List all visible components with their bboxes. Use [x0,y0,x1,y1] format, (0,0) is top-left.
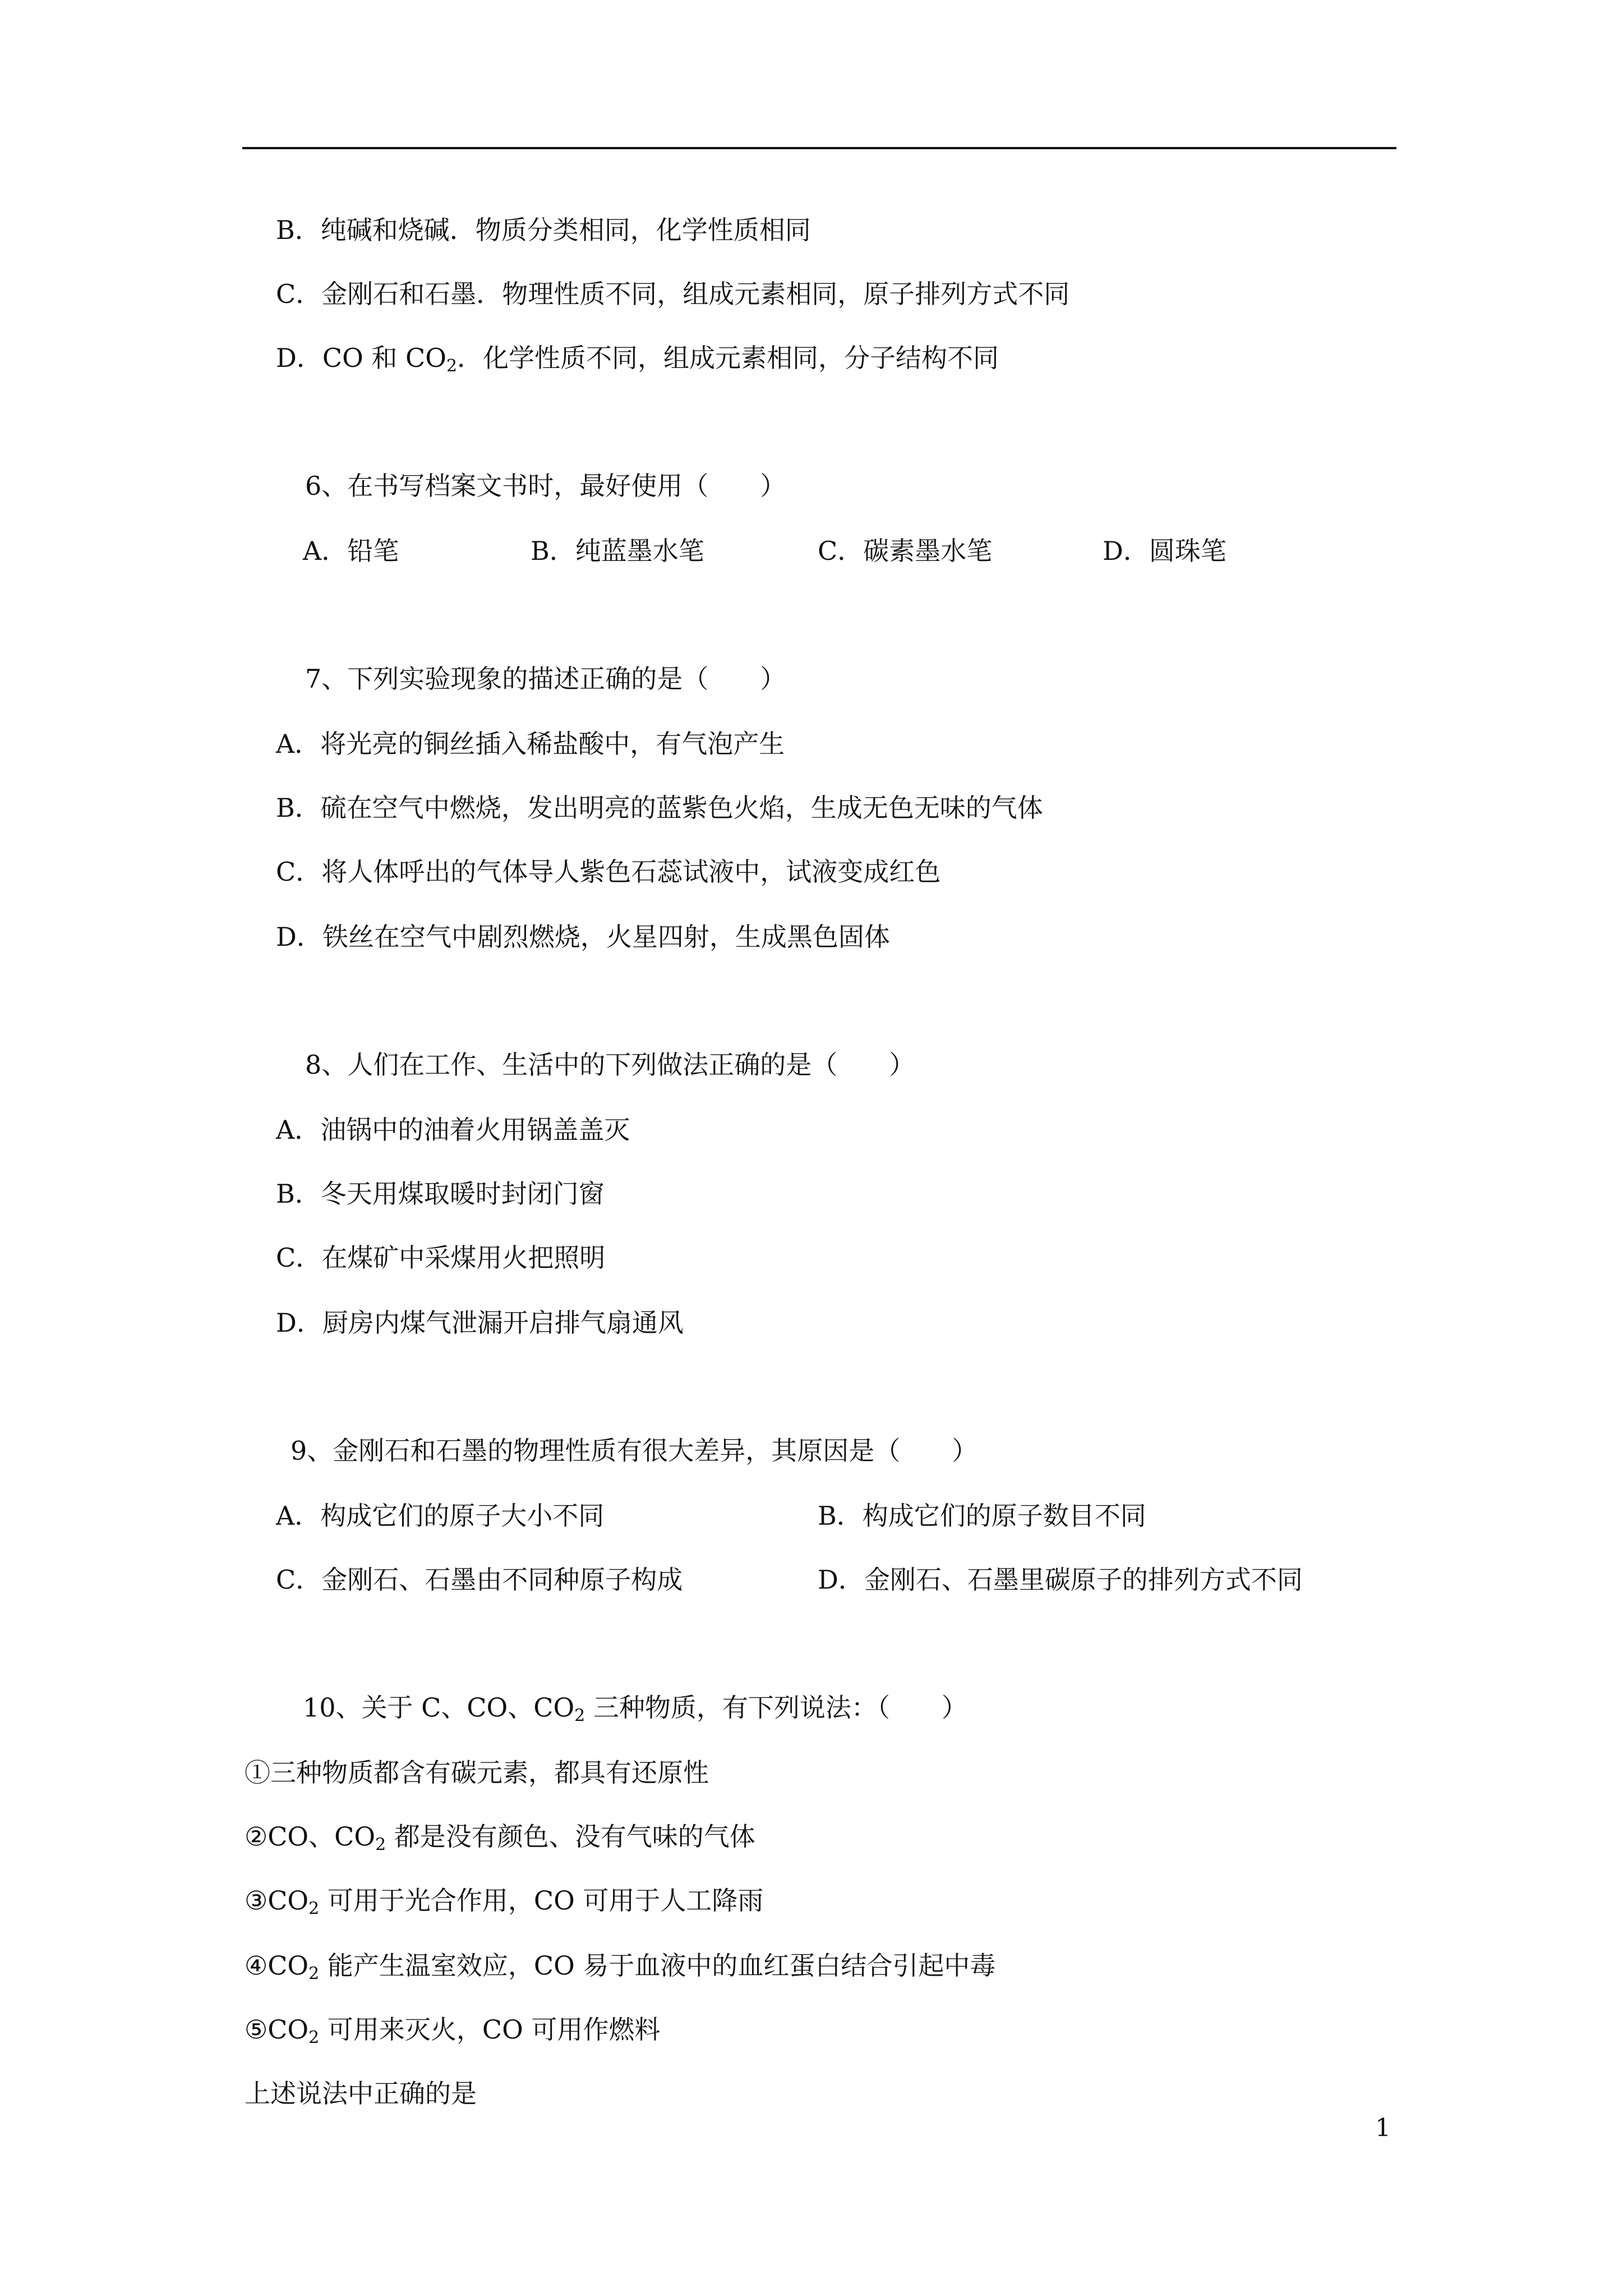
q6-option-c: C．碳素墨水笔 [818,536,993,566]
q10-statement-2: ②CO、$CO_2$ 都是没有颜色、没有气味的气体 [245,1821,755,1855]
q9-option-c: C．金刚石、石墨由不同种原子构成 [276,1565,683,1595]
q8-option-b: B．冬天用煤取暖时封闭门窗 [276,1179,605,1209]
q10-statement-5: $⑤CO_2$ 可用来灭火，CO 可用作燃料 [245,2014,661,2047]
q9-option-b: B．构成它们的原子数目不同 [818,1501,1146,1531]
q5-option-b: B．纯碱和烧碱．物质分类相同，化学性质相同 [276,215,811,245]
q7-option-c: C．将人体呼出的气体导人紫色石蕊试液中，试液变成红色 [276,857,941,887]
q9-stem: 9、金刚石和石墨的物理性质有很大差异，其原因是（ ） [291,1435,978,1466]
q7-stem: 7、下列实验现象的描述正确的是（ ） [305,664,786,694]
q6-option-d: D．圆珠笔 [1103,536,1227,566]
q10-statement-3: $③CO_2$ 可用于光合作用，CO 可用于人工降雨 [245,1885,764,1918]
q10-stem: 10、关于 C、CO、$CO_2$ 三种物质，有下列说法：（ ） [303,1692,967,1726]
q9-option-d: D．金刚石、石墨里碳原子的排列方式不同 [818,1565,1303,1595]
q7-option-a: A．将光亮的铜丝插入稀盐酸中，有气泡产生 [276,729,785,759]
q5-option-c: C．金刚石和石墨．物理性质不同，组成元素相同，原子排列方式不同 [276,279,1070,309]
q8-stem: 8、人们在工作、生活中的下列做法正确的是（ ） [305,1050,915,1080]
q8-option-d: D．厨房内煤气泄漏开启排气扇通风 [276,1308,684,1338]
q6-stem: 6、在书写档案文书时，最好使用（ ） [305,471,786,501]
q5-option-d: D．CO 和 $CO_2$．化学性质不同，组成元素相同，分子结构不同 [276,343,999,376]
q8-option-c: C．在煤矿中采煤用火把照明 [276,1243,606,1273]
q10-statement-1: ①三种物质都含有碳元素，都具有还原性 [245,1757,709,1788]
q6-option-a: A．铅笔 [303,536,399,566]
page-number: 1 [1375,2114,1391,2142]
q7-option-b: B．硫在空气中燃烧，发出明亮的蓝紫色火焰，生成无色无味的气体 [276,793,1043,823]
q6-option-b: B．纯蓝墨水笔 [531,536,704,566]
q10-conclusion: 上述说法中正确的是 [245,2078,477,2109]
q9-option-a: A．构成它们的原子大小不同 [276,1501,605,1531]
q8-option-a: A．油锅中的油着火用锅盖盖灭 [276,1115,630,1145]
header-rule [242,147,1396,149]
q10-statement-4: $④CO_2$ 能产生温室效应，CO 易于血液中的血红蛋白结合引起中毒 [245,1950,996,1984]
q7-option-d: D．铁丝在空气中剧烈燃烧，火星四射，生成黑色固体 [276,922,890,952]
